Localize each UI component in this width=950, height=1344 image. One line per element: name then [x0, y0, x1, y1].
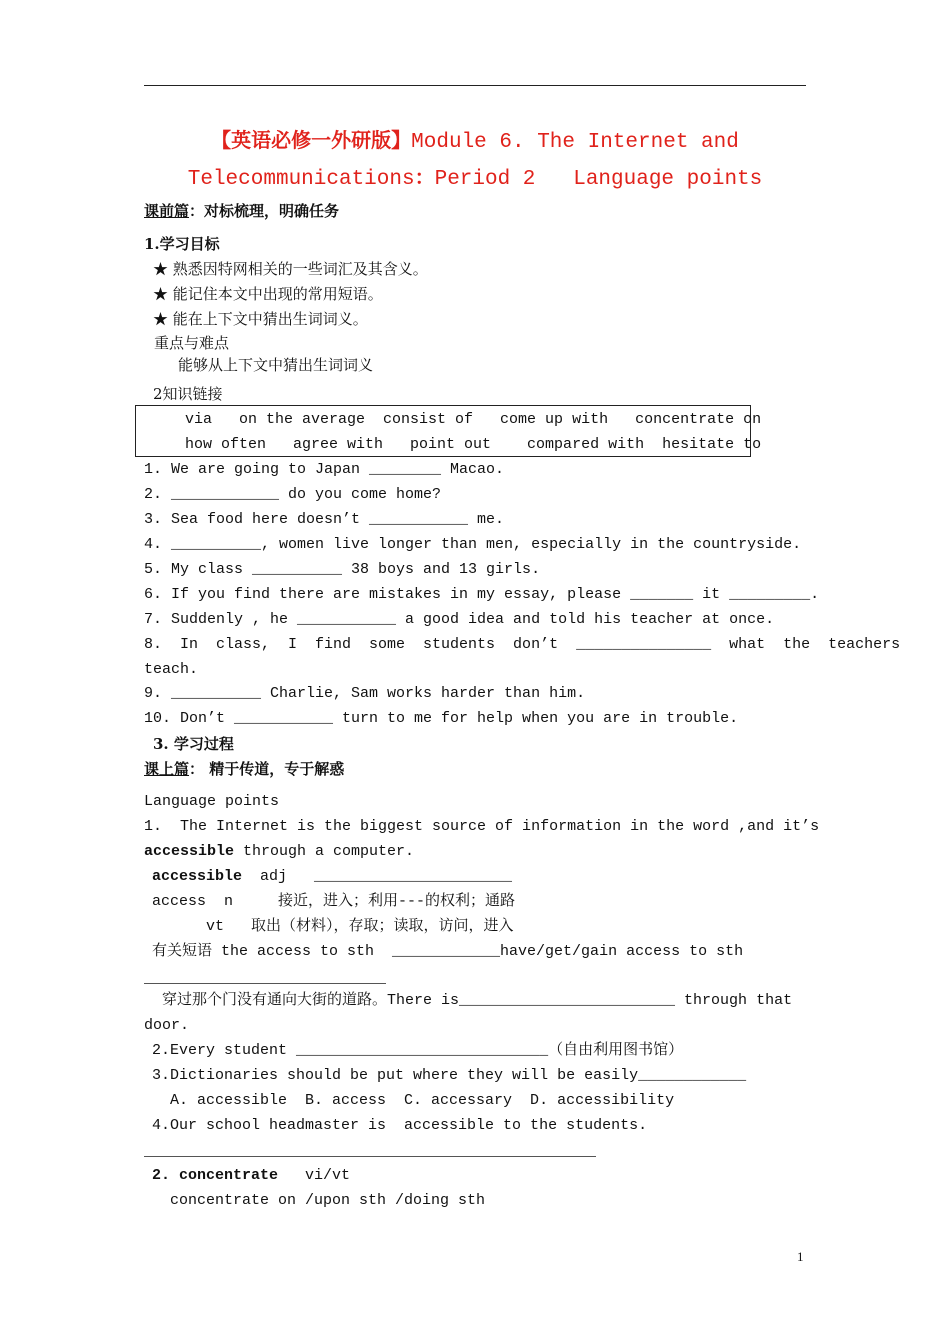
exercise-9: 9. __________ Charlie, Sam works harder than him.: [144, 685, 586, 702]
concentrate-usage: concentrate on /upon sth /doing sth: [152, 1192, 486, 1209]
language-points-heading: Language points: [144, 793, 280, 810]
goal-item-3: ★ 能在上下文中猜出生词词义。: [153, 310, 368, 328]
answer-rule-1: [144, 983, 386, 984]
exercise-4: 4. __________, women live longer than men, especially in the countryside.: [144, 536, 802, 553]
exercise-5: 5. My class __________ 38 boys and 13 girls.: [144, 561, 541, 578]
title-line-1: [144, 124, 806, 154]
pre-class-label: 课前篇: [144, 202, 190, 220]
title-period-text: Period 2 Language points: [434, 168, 763, 191]
exercise-1: 1. We are going to Japan ________ Macao.: [144, 461, 505, 478]
title-bracket-text: 【英语必修一外研版】: [211, 128, 412, 152]
header-rule: [144, 85, 806, 86]
concentrate-number: 2.: [152, 1167, 180, 1184]
key-difficulty-heading: 重点与难点: [154, 334, 230, 352]
in-class-label: 课上篇: [144, 760, 190, 778]
accessible-definition: [152, 867, 512, 887]
answer-rule-2: [144, 1156, 596, 1157]
title-telecom-text: Telecommunications: [187, 168, 415, 191]
point-1-line-1: 1. The Internet is the biggest source of information in the word ,and it’s: [144, 818, 820, 835]
exercise-8: 8. In class, I find some students don’t _______________ what the teachers: [144, 636, 901, 653]
practice-2: 2.Every student ____________________________（自由利用图书馆）: [152, 1042, 684, 1059]
exercise-10: 10. Don’t ___________ turn to me for help when you are in trouble.: [144, 710, 739, 727]
point-1-rest: through a computer.: [234, 843, 415, 860]
knowledge-link-heading: 2知识链接: [153, 385, 223, 403]
key-difficulty-text: 能够从上下文中猜出生词词义: [178, 356, 374, 374]
exercise-8-continued: teach.: [144, 661, 199, 678]
pre-class-rest: ：对标梳理，明确任务: [189, 202, 340, 220]
practice-3: 3.Dictionaries should be put where they will be easily____________: [152, 1067, 747, 1084]
access-phrases: 有关短语 the access to sth ____________have/get/gain access to sth: [152, 943, 744, 960]
title-module-text: Module 6. The Internet and: [411, 131, 739, 154]
phrase-box-row-2: how often agree with point out compared with hesitate to: [185, 436, 762, 453]
accessible-word: accessible: [152, 868, 243, 885]
goals-heading: 1.学习目标: [144, 235, 220, 253]
practice-3-options: A. accessible B. access C. accessary D. accessibility: [152, 1092, 675, 1109]
concentrate-definition: [152, 1166, 350, 1186]
pre-class-heading: [144, 201, 339, 221]
access-noun-definition: access n 接近，进入；利用---的权利；通路: [152, 893, 516, 910]
title-colon: ：: [414, 165, 435, 189]
door-sentence-line-2: door.: [144, 1017, 190, 1034]
exercise-7: 7. Suddenly , he ___________ a good idea and told his teacher at once.: [144, 611, 775, 628]
in-class-rest: ： 精于传道，专于解惑: [189, 760, 345, 778]
goal-item-1: ★ 熟悉因特网相关的一些词汇及其含义。: [153, 260, 428, 278]
learning-process-heading: 3. 学习过程: [153, 735, 234, 753]
point-1-keyword: accessible: [144, 843, 235, 860]
in-class-heading: [144, 759, 344, 779]
accessible-pos: adj ______________________: [242, 868, 513, 885]
concentrate-word: concentrate: [179, 1167, 279, 1184]
door-sentence-line-1: 穿过那个门没有通向大街的道路。There is________________________ through that: [144, 992, 793, 1009]
point-1-line-2: [144, 842, 414, 862]
page-number: 1: [797, 1249, 804, 1264]
practice-4: 4.Our school headmaster is accessible to the students.: [152, 1117, 648, 1134]
access-verb-definition: vt 取出（材料），存取；读取，访问，进入: [152, 918, 514, 935]
goal-item-2: ★ 能记住本文中出现的常用短语。: [153, 285, 383, 303]
exercise-2: 2. ____________ do you come home?: [144, 486, 442, 503]
phrase-box-row-1: via on the average consist of come up with concentrate on: [185, 411, 762, 428]
title-line-2: [144, 161, 806, 191]
exercise-3: 3. Sea food here doesn’t ___________ me.: [144, 511, 505, 528]
exercise-6: 6. If you find there are mistakes in my essay, please _______ it _________.: [144, 586, 820, 603]
concentrate-pos: vi/vt: [278, 1167, 351, 1184]
